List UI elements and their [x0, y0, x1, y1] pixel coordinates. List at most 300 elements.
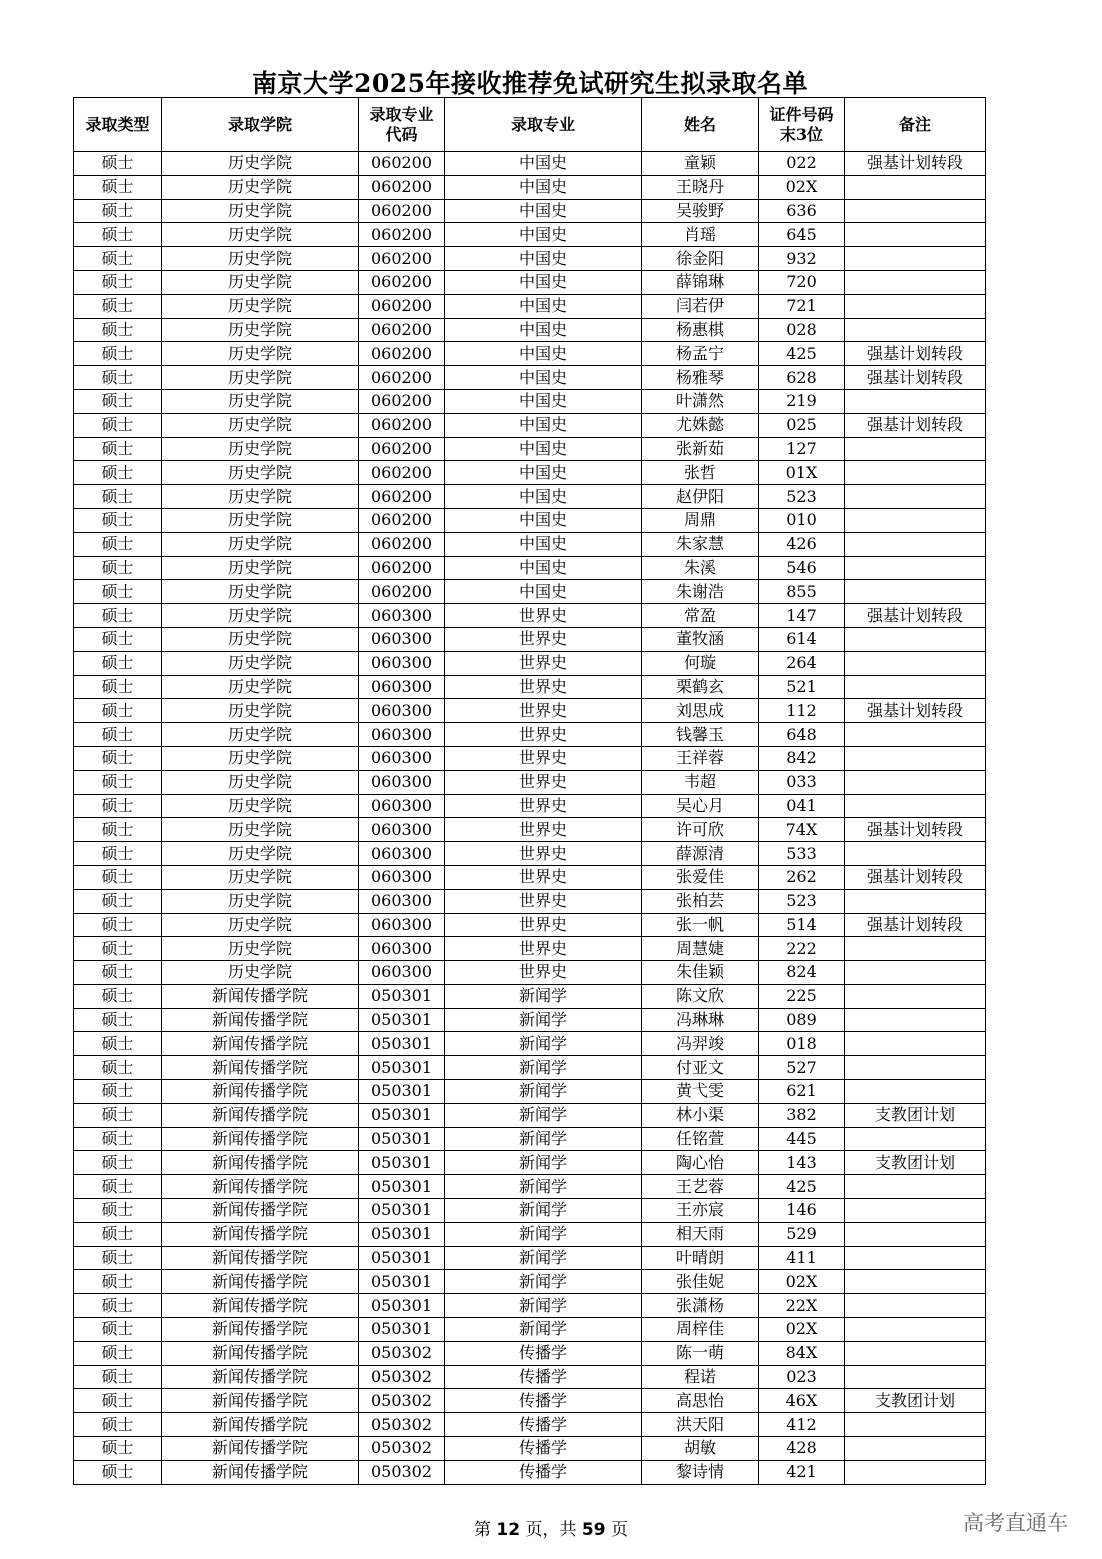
cell-admission-type: 硕士: [74, 1246, 162, 1270]
cell-name: 栗鹤玄: [642, 675, 759, 699]
table-row: [74, 247, 986, 271]
cell-admission-type: 硕士: [74, 651, 162, 675]
cell-name: 赵伊阳: [642, 485, 759, 509]
cell-admission-type: 硕士: [74, 461, 162, 485]
cell-major-code: 050302: [359, 1389, 445, 1413]
cell-admission-type: 硕士: [74, 1294, 162, 1318]
table-row: [74, 1151, 986, 1175]
cell-name: 徐金阳: [642, 247, 759, 271]
cell-major-code: 050302: [359, 1437, 445, 1461]
cell-admission-type: 硕士: [74, 1365, 162, 1389]
table-row: [74, 413, 986, 437]
cell-remarks: [845, 1032, 986, 1056]
cell-name: 杨惠棋: [642, 318, 759, 342]
cell-id-last3: 411: [759, 1246, 845, 1270]
cell-remarks: [845, 1460, 986, 1484]
cell-major: 新闻学: [445, 1032, 642, 1056]
cell-name: 王晓丹: [642, 175, 759, 199]
cell-major-code: 060200: [359, 556, 445, 580]
cell-id-last3: 533: [759, 842, 845, 866]
cell-admission-type: 硕士: [74, 1032, 162, 1056]
cell-major-code: 060300: [359, 699, 445, 723]
cell-college: 新闻传播学院: [162, 1389, 359, 1413]
cell-remarks: [845, 627, 986, 651]
cell-id-last3: 022: [759, 152, 845, 176]
cell-id-last3: 527: [759, 1056, 845, 1080]
cell-id-last3: 01X: [759, 461, 845, 485]
cell-name: 肖瑶: [642, 223, 759, 247]
cell-remarks: [845, 223, 986, 247]
cell-id-last3: 028: [759, 318, 845, 342]
cell-college: 历史学院: [162, 627, 359, 651]
cell-college: 新闻传播学院: [162, 1056, 359, 1080]
cell-id-last3: 84X: [759, 1341, 845, 1365]
cell-remarks: [845, 651, 986, 675]
cell-admission-type: 硕士: [74, 794, 162, 818]
cell-id-last3: 621: [759, 1080, 845, 1104]
cell-major: 传播学: [445, 1413, 642, 1437]
cell-major-code: 050301: [359, 1222, 445, 1246]
cell-major-code: 060200: [359, 199, 445, 223]
cell-id-last3: 628: [759, 366, 845, 390]
cell-college: 新闻传播学院: [162, 1270, 359, 1294]
cell-admission-type: 硕士: [74, 556, 162, 580]
cell-major-code: 060200: [359, 461, 445, 485]
table-row: [74, 794, 986, 818]
cell-college: 新闻传播学院: [162, 1008, 359, 1032]
cell-name: 许可欣: [642, 818, 759, 842]
cell-major: 中国史: [445, 461, 642, 485]
cell-college: 历史学院: [162, 723, 359, 747]
cell-major: 新闻学: [445, 1246, 642, 1270]
cell-name: 董牧涵: [642, 627, 759, 651]
cell-admission-type: 硕士: [74, 1341, 162, 1365]
cell-admission-type: 硕士: [74, 984, 162, 1008]
cell-major: 新闻学: [445, 1199, 642, 1223]
cell-name: 常盈: [642, 604, 759, 628]
cell-remarks: [845, 508, 986, 532]
cell-major: 中国史: [445, 199, 642, 223]
cell-major-code: 060300: [359, 627, 445, 651]
cell-remarks: 强基计划转段: [845, 342, 986, 366]
cell-major: 新闻学: [445, 1222, 642, 1246]
header-admission-type: 录取类型: [74, 98, 162, 152]
cell-major-code: 060200: [359, 152, 445, 176]
cell-major: 世界史: [445, 604, 642, 628]
cell-id-last3: 023: [759, 1365, 845, 1389]
table-row: [74, 818, 986, 842]
table-row: [74, 675, 986, 699]
cell-college: 历史学院: [162, 699, 359, 723]
cell-name: 朱溪: [642, 556, 759, 580]
cell-name: 张爱佳: [642, 865, 759, 889]
cell-admission-type: 硕士: [74, 1151, 162, 1175]
table-row: [74, 294, 986, 318]
cell-college: 历史学院: [162, 770, 359, 794]
cell-major-code: 050301: [359, 984, 445, 1008]
table-row: [74, 366, 986, 390]
table-row: [74, 723, 986, 747]
cell-id-last3: 018: [759, 1032, 845, 1056]
cell-college: 历史学院: [162, 913, 359, 937]
cell-id-last3: 523: [759, 485, 845, 509]
table-row: [74, 865, 986, 889]
cell-major-code: 050301: [359, 1199, 445, 1223]
cell-remarks: [845, 580, 986, 604]
cell-name: 叶潇然: [642, 389, 759, 413]
cell-major-code: 060300: [359, 675, 445, 699]
cell-remarks: 强基计划转段: [845, 913, 986, 937]
cell-name: 吴心月: [642, 794, 759, 818]
cell-college: 历史学院: [162, 437, 359, 461]
cell-remarks: [845, 961, 986, 985]
cell-admission-type: 硕士: [74, 1080, 162, 1104]
cell-major-code: 060200: [359, 437, 445, 461]
cell-major: 中国史: [445, 580, 642, 604]
cell-major: 传播学: [445, 1341, 642, 1365]
cell-major-code: 060300: [359, 913, 445, 937]
cell-remarks: [845, 1365, 986, 1389]
cell-major-code: 050301: [359, 1294, 445, 1318]
cell-college: 历史学院: [162, 485, 359, 509]
cell-major: 中国史: [445, 175, 642, 199]
cell-name: 胡敏: [642, 1437, 759, 1461]
cell-college: 历史学院: [162, 842, 359, 866]
cell-admission-type: 硕士: [74, 152, 162, 176]
cell-major-code: 050301: [359, 1056, 445, 1080]
cell-name: 童颖: [642, 152, 759, 176]
cell-major: 新闻学: [445, 1270, 642, 1294]
cell-name: 洪天阳: [642, 1413, 759, 1437]
cell-name: 周慧婕: [642, 937, 759, 961]
cell-admission-type: 硕士: [74, 437, 162, 461]
cell-name: 薛源清: [642, 842, 759, 866]
cell-major-code: 050301: [359, 1032, 445, 1056]
footer-prefix: 第: [474, 1520, 492, 1540]
cell-college: 历史学院: [162, 580, 359, 604]
cell-remarks: [845, 1294, 986, 1318]
cell-admission-type: 硕士: [74, 485, 162, 509]
cell-admission-type: 硕士: [74, 389, 162, 413]
cell-college: 历史学院: [162, 199, 359, 223]
cell-college: 历史学院: [162, 508, 359, 532]
cell-remarks: [845, 984, 986, 1008]
table-row: [74, 1032, 986, 1056]
cell-admission-type: 硕士: [74, 508, 162, 532]
cell-major-code: 060200: [359, 318, 445, 342]
cell-id-last3: 010: [759, 508, 845, 532]
cell-remarks: [845, 1080, 986, 1104]
cell-major-code: 060300: [359, 818, 445, 842]
cell-major: 新闻学: [445, 1151, 642, 1175]
cell-major: 新闻学: [445, 1080, 642, 1104]
document-title: 南京大学2025年接收推荐免试研究生拟录取名单: [251, 69, 809, 98]
cell-name: 王祥蓉: [642, 746, 759, 770]
cell-major-code: 060300: [359, 794, 445, 818]
cell-admission-type: 硕士: [74, 604, 162, 628]
cell-remarks: [845, 1056, 986, 1080]
cell-remarks: [845, 1437, 986, 1461]
cell-id-last3: 421: [759, 1460, 845, 1484]
cell-id-last3: 855: [759, 580, 845, 604]
header-major-code: 录取专业代码: [359, 98, 445, 152]
cell-college: 历史学院: [162, 461, 359, 485]
table-row: [74, 604, 986, 628]
table-row: [74, 1460, 986, 1484]
cell-id-last3: 74X: [759, 818, 845, 842]
cell-admission-type: 硕士: [74, 937, 162, 961]
cell-remarks: [845, 842, 986, 866]
cell-remarks: [845, 794, 986, 818]
cell-name: 冯琳琳: [642, 1008, 759, 1032]
cell-major-code: 050302: [359, 1413, 445, 1437]
cell-remarks: 支教团计划: [845, 1389, 986, 1413]
cell-remarks: [845, 532, 986, 556]
total-page-number: 59: [581, 1520, 606, 1540]
cell-name: 周鼎: [642, 508, 759, 532]
cell-id-last3: 127: [759, 437, 845, 461]
cell-remarks: 支教团计划: [845, 1151, 986, 1175]
cell-major-code: 060300: [359, 651, 445, 675]
cell-major: 中国史: [445, 366, 642, 390]
cell-name: 朱家慧: [642, 532, 759, 556]
cell-name: 闫若伊: [642, 294, 759, 318]
table-row: [74, 508, 986, 532]
cell-admission-type: 硕士: [74, 580, 162, 604]
table-row: [74, 1008, 986, 1032]
cell-admission-type: 硕士: [74, 199, 162, 223]
cell-major: 世界史: [445, 937, 642, 961]
cell-major-code: 060300: [359, 937, 445, 961]
cell-id-last3: 445: [759, 1127, 845, 1151]
header-name: 姓名: [642, 98, 759, 152]
cell-remarks: [845, 1246, 986, 1270]
cell-college: 历史学院: [162, 961, 359, 985]
table-row: [74, 461, 986, 485]
cell-name: 韦超: [642, 770, 759, 794]
cell-remarks: [845, 294, 986, 318]
cell-college: 新闻传播学院: [162, 1318, 359, 1342]
cell-college: 历史学院: [162, 413, 359, 437]
cell-name: 张潇杨: [642, 1294, 759, 1318]
cell-remarks: [845, 485, 986, 509]
cell-id-last3: 025: [759, 413, 845, 437]
cell-name: 吴骏野: [642, 199, 759, 223]
cell-major-code: 060200: [359, 175, 445, 199]
cell-college: 历史学院: [162, 651, 359, 675]
cell-major: 新闻学: [445, 1294, 642, 1318]
cell-college: 历史学院: [162, 247, 359, 271]
table-row: [74, 556, 986, 580]
cell-major: 新闻学: [445, 1318, 642, 1342]
cell-admission-type: 硕士: [74, 413, 162, 437]
cell-name: 黎诗情: [642, 1460, 759, 1484]
table-row: [74, 1199, 986, 1223]
cell-remarks: [845, 889, 986, 913]
cell-name: 张柏芸: [642, 889, 759, 913]
table-row: [74, 223, 986, 247]
cell-major-code: 060300: [359, 746, 445, 770]
cell-major-code: 060200: [359, 247, 445, 271]
cell-name: 王亦宸: [642, 1199, 759, 1223]
cell-admission-type: 硕士: [74, 1103, 162, 1127]
cell-id-last3: 146: [759, 1199, 845, 1223]
cell-admission-type: 硕士: [74, 1127, 162, 1151]
cell-college: 新闻传播学院: [162, 1294, 359, 1318]
cell-id-last3: 382: [759, 1103, 845, 1127]
cell-name: 林小渠: [642, 1103, 759, 1127]
cell-name: 陈一萌: [642, 1341, 759, 1365]
cell-remarks: [845, 746, 986, 770]
table-header-row: [74, 98, 986, 152]
table-row: [74, 342, 986, 366]
cell-college: 历史学院: [162, 865, 359, 889]
cell-major-code: 050301: [359, 1127, 445, 1151]
cell-college: 新闻传播学院: [162, 1151, 359, 1175]
cell-college: 新闻传播学院: [162, 1199, 359, 1223]
cell-major-code: 050301: [359, 1008, 445, 1032]
cell-remarks: [845, 1270, 986, 1294]
cell-college: 历史学院: [162, 318, 359, 342]
cell-major: 中国史: [445, 437, 642, 461]
cell-id-last3: 614: [759, 627, 845, 651]
cell-major: 世界史: [445, 627, 642, 651]
cell-remarks: [845, 1318, 986, 1342]
cell-remarks: [845, 1413, 986, 1437]
cell-name: 程诺: [642, 1365, 759, 1389]
cell-id-last3: 02X: [759, 1270, 845, 1294]
cell-major-code: 050301: [359, 1103, 445, 1127]
table-row: [74, 1080, 986, 1104]
cell-remarks: 强基计划转段: [845, 152, 986, 176]
table-row: [74, 984, 986, 1008]
cell-admission-type: 硕士: [74, 1270, 162, 1294]
cell-major: 中国史: [445, 556, 642, 580]
cell-remarks: [845, 461, 986, 485]
cell-major: 传播学: [445, 1365, 642, 1389]
cell-admission-type: 硕士: [74, 223, 162, 247]
cell-id-last3: 514: [759, 913, 845, 937]
cell-remarks: [845, 199, 986, 223]
cell-college: 新闻传播学院: [162, 1222, 359, 1246]
table-row: [74, 913, 986, 937]
cell-major-code: 050301: [359, 1318, 445, 1342]
table-row: [74, 1222, 986, 1246]
cell-name: 张佳妮: [642, 1270, 759, 1294]
cell-major-code: 060300: [359, 865, 445, 889]
cell-major: 世界史: [445, 770, 642, 794]
table-row: [74, 532, 986, 556]
cell-id-last3: 219: [759, 389, 845, 413]
cell-id-last3: 412: [759, 1413, 845, 1437]
cell-major: 新闻学: [445, 1127, 642, 1151]
cell-id-last3: 824: [759, 961, 845, 985]
cell-id-last3: 425: [759, 342, 845, 366]
cell-college: 历史学院: [162, 675, 359, 699]
cell-id-last3: 426: [759, 532, 845, 556]
cell-college: 新闻传播学院: [162, 1365, 359, 1389]
cell-major: 传播学: [445, 1460, 642, 1484]
cell-college: 历史学院: [162, 294, 359, 318]
cell-remarks: [845, 937, 986, 961]
cell-name: 刘思成: [642, 699, 759, 723]
table-row: [74, 651, 986, 675]
cell-major-code: 060200: [359, 366, 445, 390]
cell-major: 传播学: [445, 1389, 642, 1413]
cell-college: 历史学院: [162, 937, 359, 961]
table-row: [74, 1389, 986, 1413]
cell-id-last3: 225: [759, 984, 845, 1008]
cell-major: 中国史: [445, 318, 642, 342]
cell-id-last3: 222: [759, 937, 845, 961]
cell-admission-type: 硕士: [74, 1008, 162, 1032]
header-id-last3: 证件号码末3位: [759, 98, 845, 152]
cell-name: 黄弋雯: [642, 1080, 759, 1104]
cell-id-last3: 428: [759, 1437, 845, 1461]
cell-major: 新闻学: [445, 984, 642, 1008]
cell-major: 传播学: [445, 1437, 642, 1461]
cell-major-code: 060300: [359, 723, 445, 747]
cell-major: 中国史: [445, 389, 642, 413]
cell-id-last3: 720: [759, 270, 845, 294]
table-row: [74, 1413, 986, 1437]
cell-id-last3: 143: [759, 1151, 845, 1175]
cell-admission-type: 硕士: [74, 723, 162, 747]
table-row: [74, 437, 986, 461]
cell-admission-type: 硕士: [74, 818, 162, 842]
table-row: [74, 1437, 986, 1461]
cell-college: 历史学院: [162, 556, 359, 580]
cell-major: 世界史: [445, 818, 642, 842]
table-row: [74, 889, 986, 913]
cell-remarks: [845, 1341, 986, 1365]
cell-id-last3: 041: [759, 794, 845, 818]
cell-college: 历史学院: [162, 342, 359, 366]
cell-id-last3: 648: [759, 723, 845, 747]
cell-id-last3: 147: [759, 604, 845, 628]
cell-admission-type: 硕士: [74, 913, 162, 937]
cell-college: 历史学院: [162, 152, 359, 176]
cell-admission-type: 硕士: [74, 175, 162, 199]
cell-remarks: 强基计划转段: [845, 818, 986, 842]
cell-major-code: 050301: [359, 1246, 445, 1270]
table-row: [74, 318, 986, 342]
cell-admission-type: 硕士: [74, 627, 162, 651]
table-row: [74, 1294, 986, 1318]
cell-college: 新闻传播学院: [162, 1127, 359, 1151]
cell-college: 历史学院: [162, 532, 359, 556]
cell-name: 张一帆: [642, 913, 759, 937]
cell-college: 历史学院: [162, 794, 359, 818]
cell-remarks: [845, 770, 986, 794]
cell-name: 付亚文: [642, 1056, 759, 1080]
cell-major-code: 060200: [359, 389, 445, 413]
cell-college: 历史学院: [162, 889, 359, 913]
cell-major-code: 060200: [359, 580, 445, 604]
cell-college: 新闻传播学院: [162, 1413, 359, 1437]
cell-admission-type: 硕士: [74, 342, 162, 366]
cell-major: 世界史: [445, 842, 642, 866]
cell-name: 陈文欣: [642, 984, 759, 1008]
cell-remarks: 强基计划转段: [845, 699, 986, 723]
cell-major: 世界史: [445, 723, 642, 747]
cell-major-code: 060200: [359, 294, 445, 318]
cell-remarks: [845, 270, 986, 294]
footer-middle: 页，共: [525, 1520, 577, 1540]
cell-major: 世界史: [445, 651, 642, 675]
cell-admission-type: 硕士: [74, 865, 162, 889]
cell-id-last3: 842: [759, 746, 845, 770]
